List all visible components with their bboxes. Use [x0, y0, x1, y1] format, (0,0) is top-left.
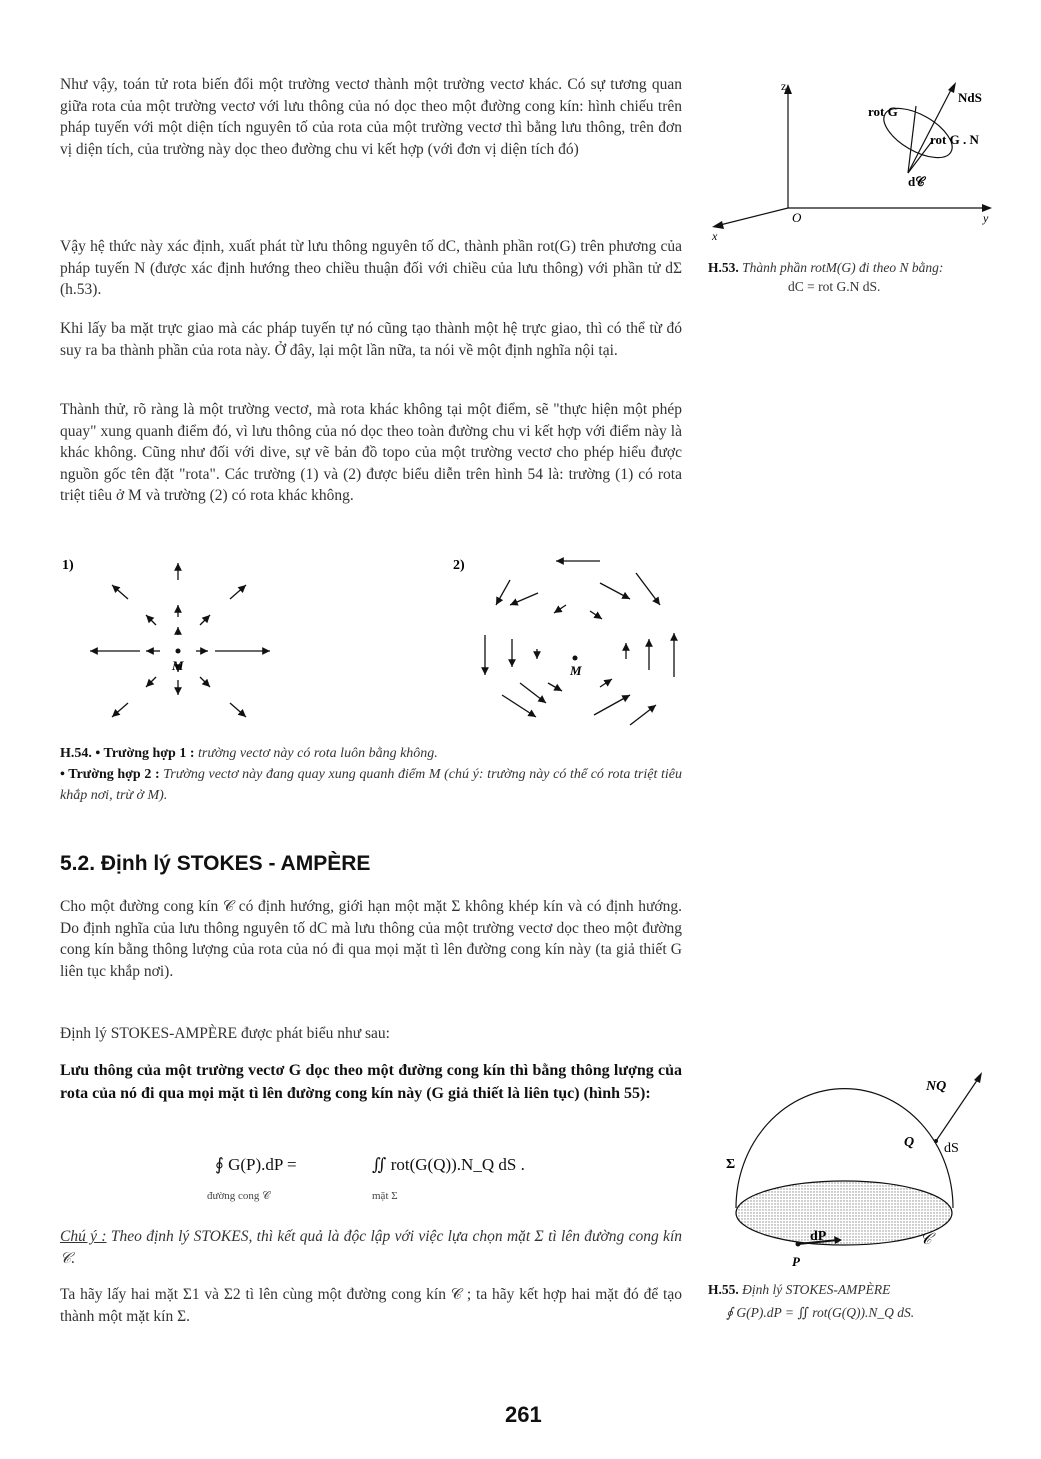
caption-55-number: H.55.	[708, 1282, 739, 1297]
x-arrowhead	[712, 221, 724, 229]
caption-54-case2-label: • Trường hợp 2 :	[60, 767, 160, 782]
rotG-vector	[908, 106, 916, 173]
point-P	[796, 1242, 801, 1247]
paragraph-1: Như vậy, toán tử rota biến đổi một trường vectơ thành một trường vectơ khác. Có sự tương quan giữa rota của một trường vectơ với lưu thông của nó dọc theo một đường cong kín: hình chiếu trên pháp tuyến với một diện tích nguyên tố của rota của một trường vectơ thì bằng lưu thông, trên đơn vị diện tích, của trường này dọc theo đường chu vi kết hợp (với đơn vị diện tích đó)	[60, 76, 682, 158]
formula-left: ∮ G(P).dP =	[215, 1155, 297, 1174]
P-label: P	[792, 1254, 800, 1269]
note-text: Theo định lý STOKES, thì kết quả là độc lập với việc lựa chọn mặt Σ tì lên đường cong kín 𝒞.	[60, 1228, 682, 1267]
field-1-label: 1)	[62, 558, 74, 573]
axis-z-label: z	[781, 79, 787, 93]
field-1-M-label: M	[172, 658, 184, 673]
point-Q	[934, 1139, 938, 1143]
note-label: Chú ý :	[60, 1228, 107, 1245]
figure-54	[60, 555, 690, 745]
caption-53-formula: dC = rot G.N dS.	[788, 279, 881, 294]
axis-y-label: y	[983, 211, 989, 225]
NdS-vector	[908, 86, 953, 173]
section-title: 5.2. Định lý STOKES - AMPÈRE	[60, 852, 371, 875]
caption-54-case1-label: • Trường hợp 1 :	[95, 746, 195, 761]
paragraph-5: Cho một đường cong kín 𝒞 có định hướng, giới hạn một mặt Σ không khép kín và có định hướng. Do định nghĩa của lưu thông nguyên tố dC mà lưu thông của một trường vectơ dọc theo một đường cong kín bằng thông lượng của rota của nó đi qua mọi mặt tì lên đường cong kín này (ta giả thiết G liên tục khắp nơi).	[60, 898, 682, 980]
caption-55-text: Định lý STOKES-AMPÈRE	[742, 1282, 891, 1297]
field-2-M-label: M	[570, 663, 582, 678]
paragraph-4: Thành thử, rõ ràng là một trường vectơ, mà rota khác không tại một điểm, sẽ "thực hiện một phép quay" xung quanh điểm đó, vì lưu thông của nó dọc theo toàn đường chu vi kết hợp với điểm này là khác không. Cũng như đối với dive, sự vẽ bản đồ topo của một trường vectơ cho phép hiểu được nguồn gốc tên đặt "rota". Các trường (1) và (2) được biểu diễn trên hình 54 là: trường (1) có rota triệt tiêu ở M và trường (2) có rota khác không.	[60, 401, 682, 504]
caption-53-number: H.53.	[708, 260, 739, 275]
figure-55	[708, 1068, 998, 1278]
figure-53	[708, 78, 1008, 248]
dP-label: dP	[810, 1229, 827, 1244]
caption-55-formula: ∮ G(P).dP = ∬ rot(G(Q)).N_Q dS.	[726, 1305, 915, 1320]
Sigma-label: Σ	[726, 1157, 736, 1172]
C-label: 𝒞	[920, 1231, 932, 1248]
NQ-arrowhead	[974, 1072, 982, 1083]
origin-label: O	[792, 210, 802, 225]
note	[60, 1226, 682, 1269]
paragraph-2: Vậy hệ thức này xác định, xuất phát từ lưu thông nguyên tố dC, thành phần rot(G) trên phương của pháp tuyến N (được xác định hướng theo chiều thuận đối với chiều của lưu thông) với phần tử dΣ (h.53).	[60, 238, 682, 298]
dC-label: d𝒞	[908, 174, 925, 189]
formula-sub-left: đường cong 𝒞	[207, 1190, 271, 1202]
field-1-point-M	[176, 649, 181, 654]
NdS-label: NdS	[958, 90, 982, 105]
field-1-vectors	[90, 563, 270, 717]
NQ-label: NQ	[926, 1079, 947, 1094]
caption-54-case1-text: trường vectơ này có rota luôn bằng không.	[197, 746, 438, 761]
dS-label: dS	[944, 1141, 959, 1156]
x-axis	[716, 208, 788, 226]
formula-right: ∬ rot(G(Q)).N_Q dS .	[372, 1155, 525, 1174]
field-2-vectors	[485, 561, 674, 725]
Q-label: Q	[904, 1135, 915, 1150]
field-2-point-M	[573, 656, 578, 661]
paragraph-3: Khi lấy ba mặt trực giao mà các pháp tuyến tự nó cũng tạo thành một hệ trực giao, thì có thể từ đó suy ra ba thành phần của rota này. Ở đây, lại một lần nữa, ta nói về một định nghĩa nội tại.	[60, 320, 682, 359]
figure-54-caption	[60, 743, 682, 806]
paragraph-6: Định lý STOKES-AMPÈRE được phát biểu như sau:	[60, 1025, 390, 1042]
formula-sub-right: mặt Σ	[372, 1190, 398, 1202]
field-2-label: 2)	[453, 558, 465, 573]
rotG-label: rot G	[868, 104, 898, 119]
theorem-statement: Lưu thông của một trường vectơ G dọc theo một đường cong kín thì bằng thông lượng của rota của nó đi qua mọi mặt tì lên đường cong kín này (G giả thiết là liên tục) (hình 55):	[60, 1062, 682, 1102]
caption-54-case2-text: Trường vectơ này đang quay xung quanh điểm M (chú ý: trường này có thể có rota triệt tiêu khắp nơi, trừ ở M).	[60, 767, 682, 803]
NdS-arrowhead	[948, 82, 956, 93]
figure-53-caption	[708, 258, 998, 296]
caption-54-number: H.54.	[60, 746, 92, 761]
axis-x-label: x	[712, 229, 718, 243]
rotGN-label: rot G . N	[930, 132, 979, 147]
caption-53-text: Thành phần rotM(G) đi theo N bằng:	[742, 260, 944, 275]
page-number: 261	[505, 1402, 542, 1427]
paragraph-7: Ta hãy lấy hai mặt Σ1 và Σ2 tì lên cùng một đường cong kín 𝒞 ; ta hãy kết hợp hai mặt đó để tạo thành một mặt kín Σ.	[60, 1286, 682, 1325]
figure-55-caption	[708, 1280, 998, 1322]
